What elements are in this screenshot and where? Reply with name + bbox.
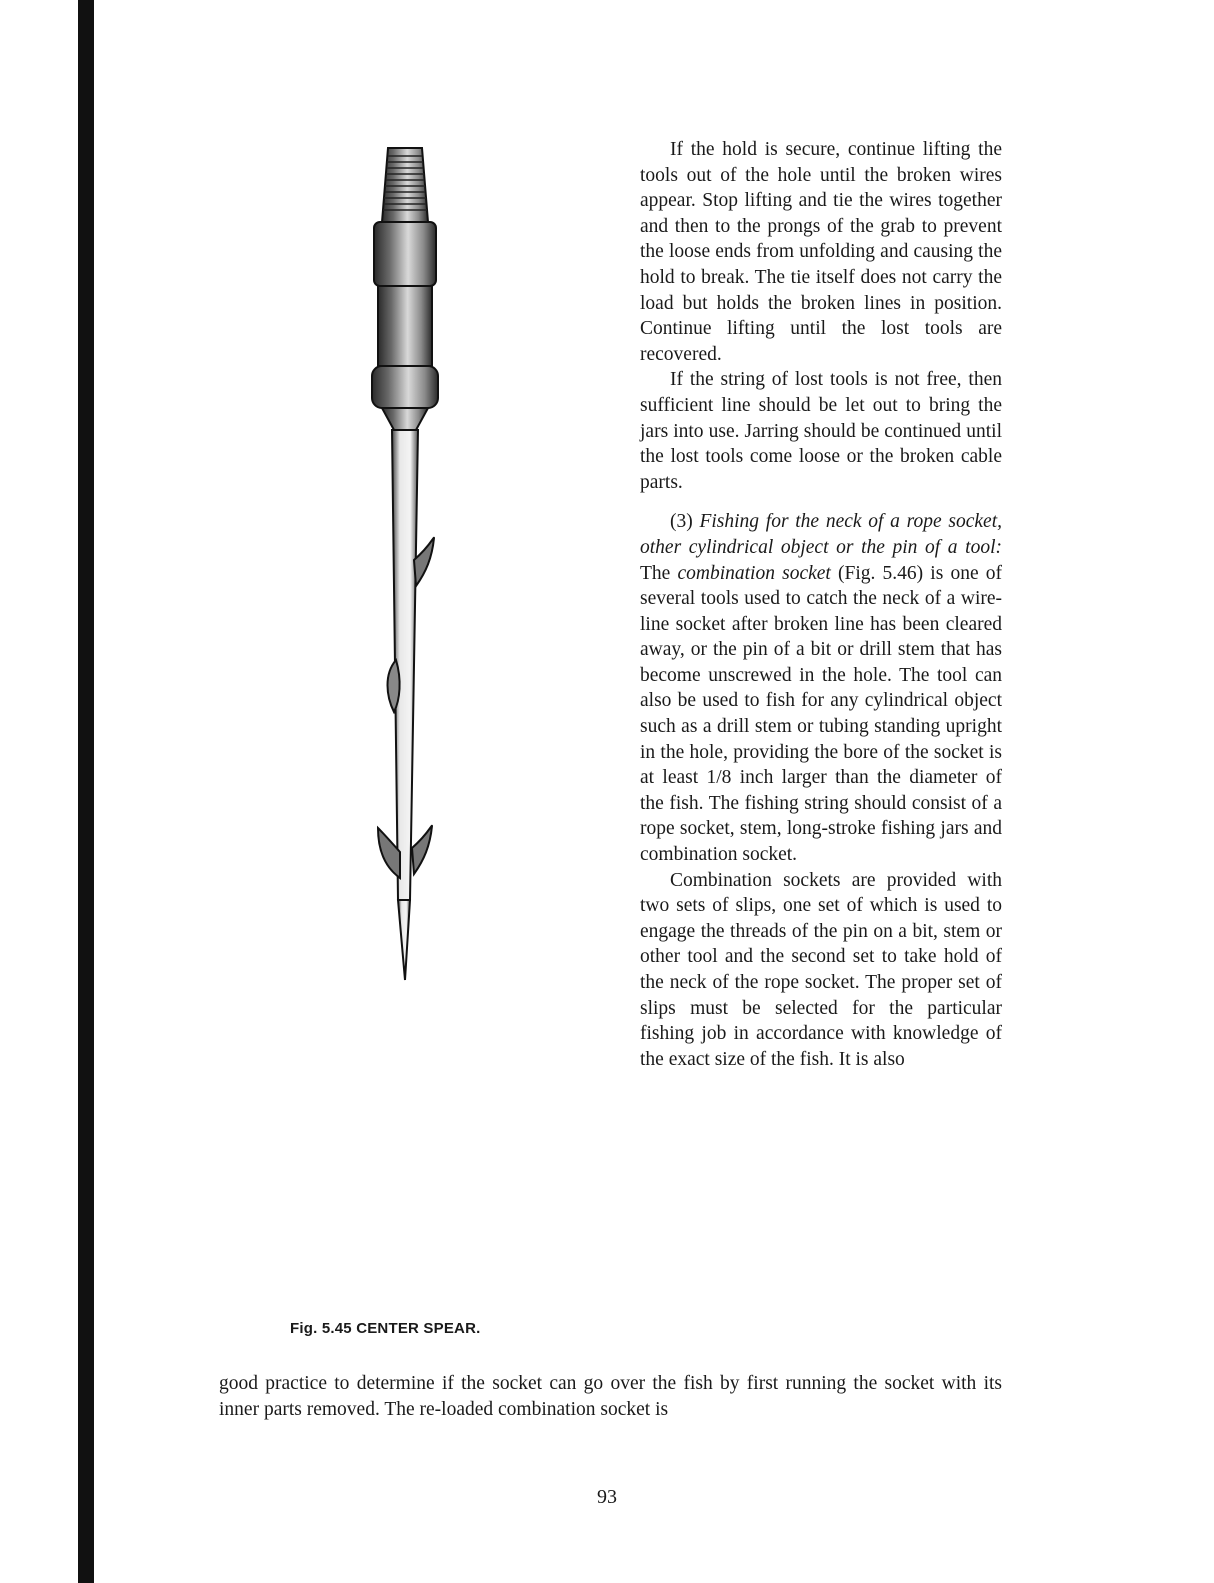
lower-collar [372,366,438,408]
figure-caption: Fig. 5.45 CENTER SPEAR. [290,1320,481,1337]
right-text-column [640,137,1002,1072]
section-heading: Fishing for the neck of a rope socket, other cylindrical object or the pin of a tool: [640,511,1002,558]
binding-edge [78,0,94,1583]
paragraph-fishing-neck: (3) Fishing for the neck of a rope socket, other cylindrical object or the pin of a tool: The combination socket (Fig. 5.46) is one of several tools used to catch the neck of a wire-line socket after broken line has been cleared away, or the pin of a bit or drill stem that has become unscrewed in the hole. The tool can also be used to fish for any cylindrical object such as a drill stem or tubing standing upright in the hole, providing the bore of the socket is at least 1/8 inch larger than the diameter of the fish. The fishing string should consist of a rope socket, stem, long-stroke fishing jars and combination socket. [640,511,1002,866]
upper-collar [374,222,436,286]
threaded-pin [382,148,428,222]
center-spear-figure [350,140,460,1000]
full-width-text [219,1371,1002,1422]
term-combination-socket: combination socket [677,562,831,584]
paragraph-combination-sockets: Combination sockets are provided with two sets of slips, one set of which is used to engage the threads of the pin on a bit, stem or other tool and the second set to take hold of the neck of the rope socket. The proper set of slips must be selected for the particular fishing job in accordance with knowledge of the exact size of the fish. It is also [640,869,1002,1070]
tool-body [378,286,432,366]
barb-2 [388,660,400,712]
section-number: (3) [670,511,700,533]
paragraph-string-not-free: If the string of lost tools is not free, then sufficient line should be let out to bring the jars into use. Jarring should be continued until the lost tools come loose or the broken cable parts. [640,369,1002,493]
barb-4 [412,826,432,874]
page-number: 93 [597,1486,617,1508]
paragraph-hold-secure: If the hold is secure, continue lifting the tools out of the hole until the broken wires appear. Stop lifting and tie the wires together and then to the prongs of the grab to prevent the loose ends from unfolding and causing the hold to break. The tie itself does not carry the load but holds the broken lines in position. Continue lifting until the lost tools are recovered. [640,139,1002,365]
center-spear-illustration [350,140,460,1000]
paragraph-full-width: good practice to determine if the socket can go over the fish by first running the socket with its inner parts removed. The re-loaded combination socket is [219,1373,1002,1420]
spear-point [398,900,410,980]
